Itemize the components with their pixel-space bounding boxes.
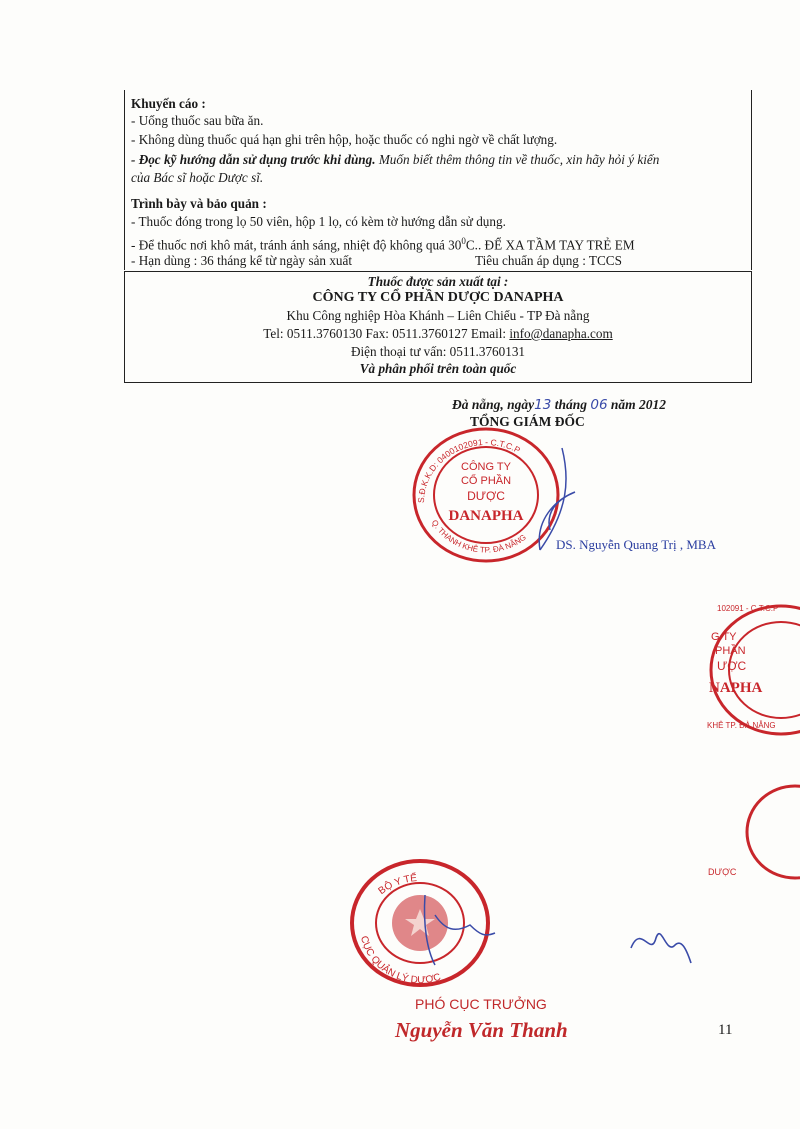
partial-stamp-ring: 102091 - C.T.C.P — [717, 604, 779, 613]
stamp-line: DƯỢC — [467, 489, 505, 503]
stamp-line: DANAPHA — [448, 508, 524, 524]
warnings-storage-box — [124, 90, 752, 270]
director-name: DS. Nguyễn Quang Trị , MBA — [556, 537, 716, 552]
partial-stamp-line: G TY — [711, 631, 737, 643]
initials-signature — [626, 918, 696, 973]
read-instructions-bold: - Đọc kỹ hướng dẫn sử dụng trước khi dùng. — [131, 152, 376, 167]
ministry-stamp — [335, 855, 510, 995]
storage-line: - Thuốc đóng trong lọ 50 viên, hộp 1 lọ, có kèm tờ hướng dẫn sử dụng. — [131, 214, 506, 229]
storage-temp-text: - Để thuốc nơi khô mát, tránh ánh sáng, nhiệt độ không quá 30 — [131, 237, 462, 253]
company-contact — [125, 326, 751, 342]
warning-item: - Uống thuốc sau bữa ăn. — [131, 113, 264, 128]
stamp-line: CÔNG TY — [461, 461, 511, 473]
partial-stamp-line: PHẦN — [715, 645, 746, 657]
date-month-handwritten: 06 — [590, 397, 608, 413]
distribution: Và phân phối trên toàn quốc — [359, 361, 517, 376]
storage-temperature-line — [131, 233, 635, 253]
svg-text:BỘ Y TẾ — [377, 871, 418, 897]
stamp-ring-top: S.Đ.K.K.D: 0400102091 - C.T.C.P — [415, 436, 522, 504]
small-stamp-text: DƯỢC — [708, 867, 737, 877]
company-phone-fax: Tel: 0511.3760130 Fax: 0511.3760127 Email: — [263, 326, 510, 341]
manufacturer-box — [124, 271, 752, 383]
director-title: TỔNG GIÁM ĐỐC — [470, 414, 585, 429]
company-email[interactable]: info@danapha.com — [509, 326, 613, 341]
expiry-line: - Hạn dùng : 36 tháng kể từ ngày sản xuất — [131, 253, 353, 268]
read-instructions-line2: của Bác sĩ hoặc Dược sĩ. — [131, 170, 264, 185]
storage-temp-tail: C.. ĐỂ XA TẦM TAY TRẺ EM — [465, 237, 635, 253]
page-number: 11 — [718, 1022, 733, 1038]
stamp-line: CỔ PHẦN — [460, 475, 512, 487]
partial-small-stamp — [700, 780, 800, 890]
official-title: PHÓ CỤC TRƯỞNG — [415, 996, 547, 1012]
read-instructions-rest: Muốn biết thêm thông tin về thuốc, xin hãy hỏi ý kiến — [375, 152, 660, 167]
stamp-ring-bottom: Q. THANH KHÊ TP. ĐÀ NẴNG — [429, 518, 528, 555]
degree-sup: 0 — [461, 236, 466, 246]
company-address: Khu Công nghiệp Hòa Khánh – Liên Chiểu - TP Đà nẵng — [286, 308, 590, 323]
date-prefix: Đà nẵng, ngày — [452, 397, 535, 412]
partial-stamp-ring-bottom: KHÊ TP. ĐÀ NẴNG — [707, 721, 776, 730]
date-year: năm 2012 — [607, 397, 667, 412]
storage-heading: Trình bày và bảo quản : — [131, 196, 267, 211]
ministry-ring-bottom: CỤC QUẢN LÝ DƯỢC — [357, 934, 443, 987]
hotline: Điện thoại tư vấn: 0511.3760131 — [350, 344, 526, 359]
partial-stamp-line: ƯỢC — [717, 659, 747, 673]
date-month-label: tháng — [551, 397, 591, 412]
warning-item: - Không dùng thuốc quá hạn ghi trên hộp, hoặc thuốc có nghi ngờ về chất lượng. — [131, 132, 558, 147]
partial-company-stamp — [693, 600, 800, 740]
official-name: Nguyễn Văn Thanh — [395, 1018, 568, 1042]
partial-stamp-line: NAPHA — [709, 680, 763, 696]
company-name: CÔNG TY CỔ PHẦN DƯỢC DANAPHA — [312, 290, 564, 305]
date-day-handwritten: 13 — [534, 397, 552, 413]
manufacturer-intro: Thuốc được sản xuất tại : — [367, 274, 509, 289]
signing-date — [452, 397, 666, 413]
ministry-ring-top: BỘ Y TẾ — [376, 872, 418, 898]
warnings-heading: Khuyến cáo : — [131, 96, 206, 111]
standard-line: Tiêu chuẩn áp dụng : TCCS — [475, 253, 622, 268]
read-instructions-line — [131, 152, 659, 168]
